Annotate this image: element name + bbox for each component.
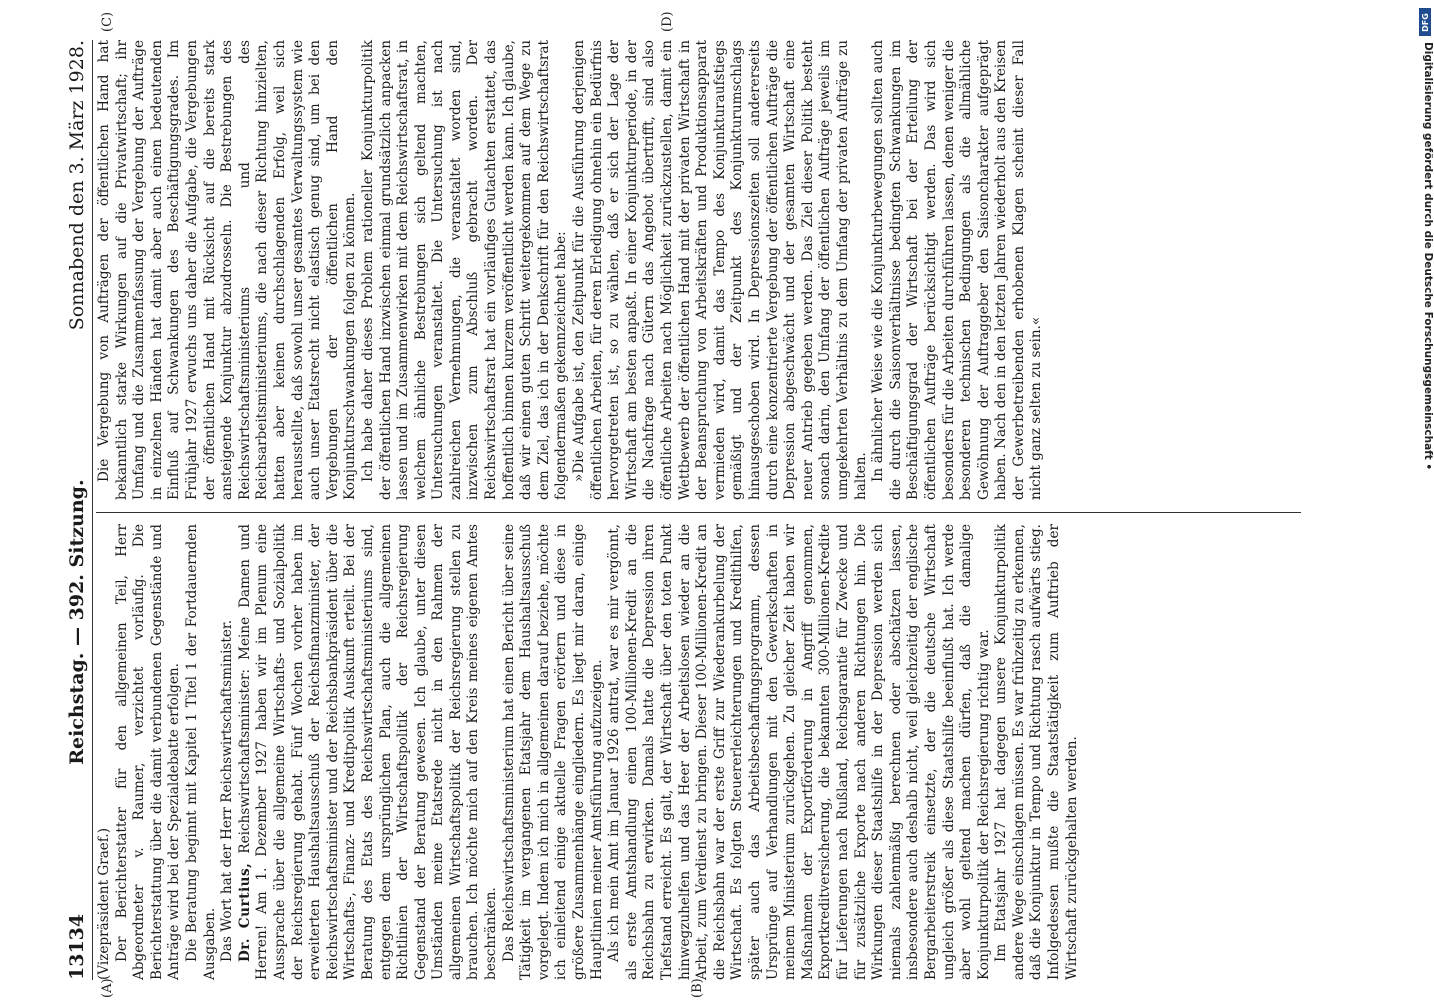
dfg-logo (1419, 8, 1431, 36)
left-text-column (96, 524, 1081, 980)
margin-marker-b: (B) (690, 978, 705, 998)
paragraph: Ich habe daher dieses Problem rationeller Konjunkturpolitik der öffentlichen Hand inzwischen einmal grundsätzlich anpacken lassen und im Zusammenwirken mit dem Reichswirtschaftsrat, in welchem ähnliche Bestrebungen sich geltend machten, Untersuchungen veranstaltet. Die Untersuchung ist nach zahlreichen Vernehmungen, die veranstaltet worden sind, inzwischen zum Abschluß gebracht worden. Der Reichswirtschaftsrat hat ein vorläufiges Gutachten erstattet, das hoffentlich binnen kurzem veröffentlicht werden kann. Ich glaube, daß wir einen guten Schritt weitergekommen auf dem Wege zu dem Ziel, das ich in der Denkschrift für den Reichswirtschaftsrat folgendermaßen gekennzeichnet habe: (359, 40, 570, 500)
digitization-credit: Digitalisierung gefördert durch die Deutsche Forschungsgemeinschaft • (1422, 42, 1434, 471)
paragraph: Die Vergebung von Aufträgen der öffentlichen Hand hat bekanntlich starke Wirkungen auf die Privatwirtschaft; ihr Umfang und die Zusammenfassung der Vergebung der Aufträge in einzelnen Händen hat damit aber auch einen bedeutenden Einfluß auf Schwankungen des Beschäftigungsgrades. Im Frühjahr 1927 erwuchs uns daher die Aufgabe, die Vergebungen der öffentlichen Hand mit Rücksicht auf die bereits stark ansteigende Konjunktur abzudrosseln. Die Bestrebungen des Reichswirtschaftsministeriums und des Reichsarbeitsministeriums, die nach dieser Richtung hinzielten, hatten aber keinen durchschlagenden Erfolg, weil sich herausstellte, daß sowohl unser gesamtes Verwaltungssystem wie auch unser Etatsrecht nicht elastisch genug sind, um bei den Vergebungen der öffentlichen Hand den Konjunkturschwankungen folgen zu können. (96, 40, 359, 500)
paragraph: Als ich mein Amt im Januar 1926 antrat, war es mir vergönnt, als erste Amtshandlung einen 100-Millionen-Kredit an die Reichsbahn zu erwirken. Damals hatte die Depression ihren Tiefstand erreicht. Es galt, der Wirtschaft über den toten Punkt hinwegzuhelfen und das Heer der Arbeitslosen wieder an die Arbeit, zum Verdienst zu bringen. Dieser 100-Millionen-Kredit an die Reichsbahn war der erste Griff zur Wiederankurbelung der Wirtschaft. Es folgten Steuererleichterungen und Kredithilfen, später auch das Arbeitsbeschaffungsprogramm, dessen Ursprünge auf Verhandlungen mit den Gewerkschaften in meinem Ministerium zurückgehen. Zu gleicher Zeit haben wir Maßnahmen der Exportförderung in Angriff genommen, Exportkreditversicherung, die bekannten 300-Millionen-Kredite für Lieferungen nach Rußland, Reichsgarantie für Zwecke und für zusätzliche Exporte nach anderen Richtungen hin. Die Wirkungen dieser Staatshilfe in der Depression werden sich niemals zahlenmäßig berechnen oder abschätzen lassen, insbesondere auch deshalb nicht, weil gleichzeitig der englische Bergarbeiterstreik einsetzte, der die deutsche Wirtschaft ungleich größer als diese Staatshilfe beeinflußt hat. Ich werde aber wohl geltend machen dürfen, daß die damalige Konjunkturpolitik der Reichsregierung richtig war. (606, 524, 992, 980)
margin-marker-c: (C) (100, 11, 115, 32)
column-divider (96, 512, 1301, 513)
paragraph: Die Beratung beginnt mit Kapitel 1 Titel 1 der Fortdauernden Ausgaben. (183, 524, 218, 980)
right-text-column (96, 40, 1046, 500)
header-rule (92, 40, 93, 980)
paragraph: Der Berichterstatter für den allgemeinen Teil, Herr Abgeordneter v. Raumer, verzichtet vorläufig. Die Berichterstattung über die damit verbundenen Gegenstände und Anträge wird bei der Spezialdebatte erfolgen. (113, 524, 183, 980)
page-header (62, 40, 92, 980)
paragraph: In ähnlicher Weise wie die Konjunkturbewegungen sollten auch die durch die Saisonverhältnisse bedingten Schwankungen im Beschäftigungsgrad der Wirtschaft bei der Erteilung der öffentlichen Aufträge berücksichtigt werden. Das wird sich besonders für die Arbeiten durchführen lassen, denen weniger die besonderen technischen Bedingungen als die allmähliche Gewöhnung der Auftraggeber den Saisoncharakter aufgeprägt haben. Nach den in den letzten Jahren wiederholt aus den Kreisen der Gewerbetreibenden erhobenen Klagen scheint dieser Fall nicht ganz selten zu sein.« (870, 40, 1045, 500)
speech-paragraph (237, 524, 501, 980)
paragraph: Im Etatsjahr 1927 hat dagegen unsere Konjunkturpolitik andere Wege einschlagen müssen. Es war frühzeitig zu erkennen, daß die Konjunktur in Tempo und Richtung rasch aufwärts stieg. Infolgedessen mußte die Staatstätigkeit zum Auftrieb der Wirtschaft zurückgehalten werden. (993, 524, 1080, 980)
margin-marker-d: (D) (660, 11, 675, 32)
header-title: Reichstag. — 392. Sitzung. (66, 479, 88, 765)
paragraph: Das Wort hat der Herr Reichswirtschaftsminister. (219, 619, 236, 962)
quoted-paragraph: »Die Aufgabe ist, den Zeitpunkt für die Ausführung derjenigen öffentlichen Arbeiten, für deren Erledigung ohnehin ein Bedürfnis hervorgetreten ist, so zu wählen, daß er sich der Lage der Wirtschaft am besten anpaßt. In einer Konjunkturperiode, in der die Nachfrage nach Gütern das Angebot übertrifft, sind also öffentliche Arbeiten nach Möglichkeit zurückzustellen, damit ein Wettbewerb der öffentlichen Hand mit der privaten Wirtschaft in der Beanspruchung von Arbeitskräften und Produktionsapparat vermieden wird, damit das Tempo des Konjunkturaufstiegs gemäßigt und der Zeitpunkt des Konjunkturumschlags hinausgeschoben wird. In Depressionszeiten soll andererseits durch eine konzentrierte Vergebung der öffentlichen Aufträge die Depression abgeschwächt und der gesamten Wirtschaft eine neuer Antrieb gegeben werden. Das Ziel dieser Politik besteht sonach darin, den Umfang der öffentlichen Aufträge jeweils im umgekehrten Verhältnis zu dem Umfang der privaten Aufträge zu halten. (571, 40, 869, 500)
header-date: Sonnabend den 3. März 1928. (66, 40, 88, 331)
margin-marker-a: (A) (100, 978, 115, 998)
dfg-logo-text: DFG (1420, 12, 1430, 32)
speaker-name: Dr. Curtius, (236, 862, 253, 962)
speaker-note-text: (Vizepräsident Graef.) (96, 827, 112, 980)
speaker-note (96, 524, 114, 980)
paragraph: Das Reichswirtschaftsministerium hat einen Bericht über seine Tätigkeit im vergangenen Etatsjahr dem Haushaltsausschuß vorgelegt. Indem ich mich in allgemeinen darauf beziehe, möchte ich einleitend einige aktuelle Fragen erörtern und diese in größere Zusammenhänge eingliedern. Es liegt mir daran, einige Hauptlinien meiner Amtsführung aufzuzeigen. (500, 524, 605, 980)
page-number: 13134 (66, 913, 88, 980)
speech-text: Reichswirtschaftsminister: Meine Damen und Herren! Am 1. Dezember 1927 haben wir im Plenum eine Aussprache über die allgemeine Wirtschafts- und Sozialpolitik der Reichsregierung gehabt. Fünf Wochen vorher haben im erweiterten Haushaltsausschuß der Reichsfinanzminister, der Reichswirtschaftsminister und der Reichsbankpräsident über die Wirtschafts-, Finanz- und Kreditpolitik Auskunft erteilt. Bei der Beratung des Etats des Reichswirtschaftsministeriums sind, entgegen dem ursprünglichen Plan, auch die allgemeinen Richtlinien der Wirtschaftspolitik der Reichsregierung Gegenstand der Beratung gewesen. Ich glaube, unter diesen Umständen meine Etatsrede nicht in den Rahmen der allgemeinen Wirtschaftspolitik der Reichsregierung stellen zu brauchen. Ich möchte mich auf den Kreis meines eigenen Amtes beschränken. (236, 524, 500, 980)
